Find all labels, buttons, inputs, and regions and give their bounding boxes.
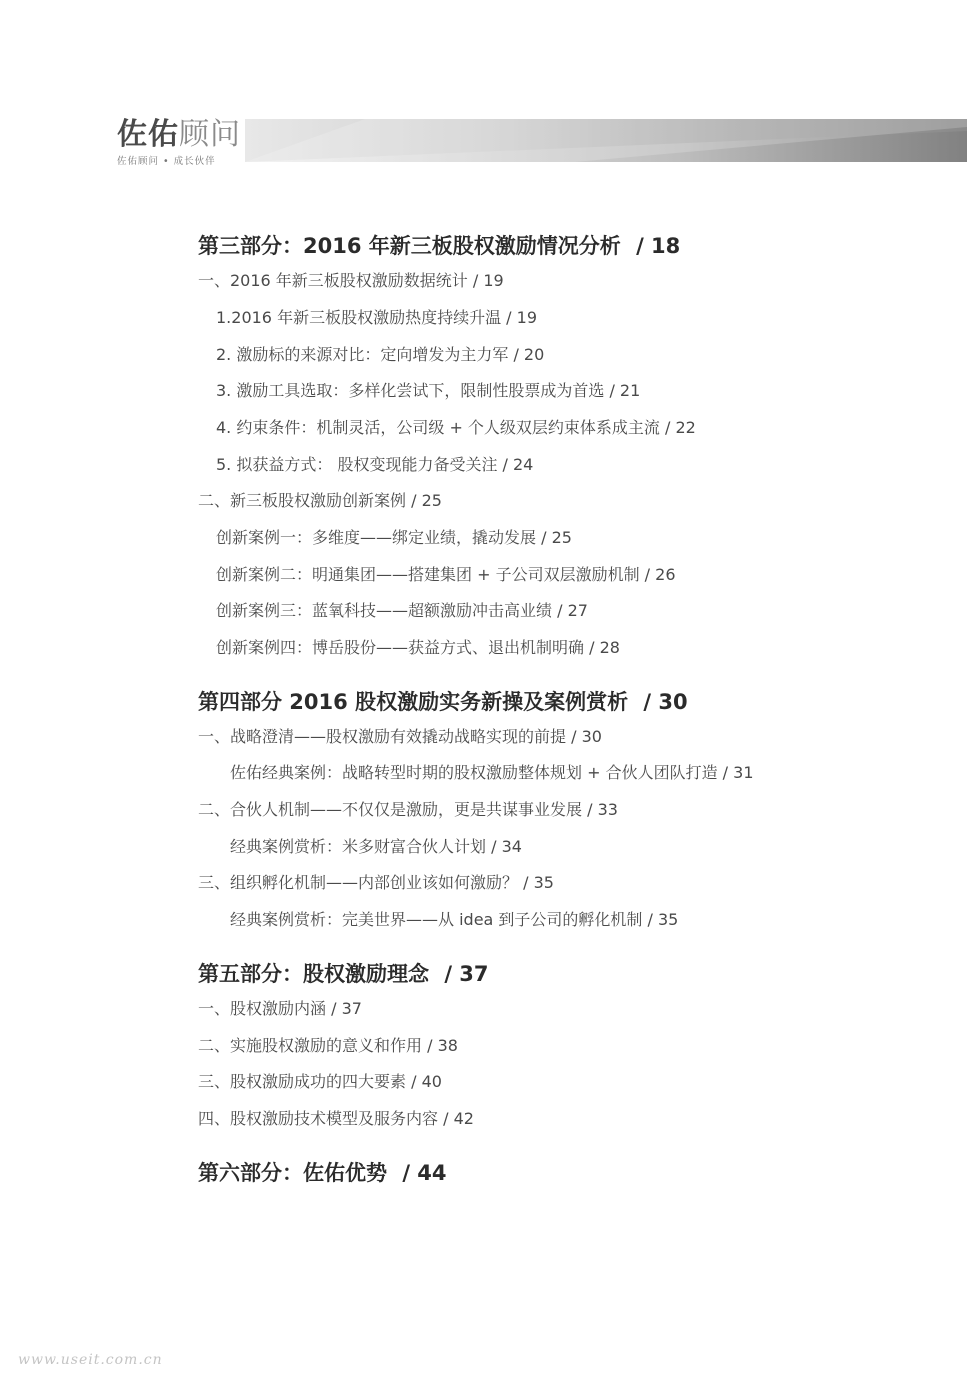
toc-subitem[interactable]: 创新案例三：蓝氧科技——超额激励冲击高业绩 / 27 [216, 601, 588, 620]
toc-subitem[interactable]: 经典案例赏析：米多财富合伙人计划 / 34 [230, 837, 522, 856]
toc-subitem[interactable]: 创新案例四：博岳股份——获益方式、退出机制明确 / 28 [216, 638, 620, 657]
logo-name-light: 顾问 [179, 117, 241, 152]
toc-item[interactable]: 一、2016 年新三板股权激励数据统计 / 19 [198, 271, 504, 290]
toc-item[interactable]: 二、新三板股权激励创新案例 / 25 [198, 491, 442, 510]
toc-subitem[interactable]: 4. 约束条件：机制灵活，公司级 + 个人级双层约束体系成主流 / 22 [216, 418, 696, 437]
toc-item[interactable]: 三、股权激励成功的四大要素 / 40 [198, 1072, 442, 1091]
toc-section-page: / 18 [636, 234, 681, 258]
toc-subitem[interactable]: 佐佑经典案例：战略转型时期的股权激励整体规划 + 合伙人团队打造 / 31 [230, 763, 754, 782]
toc-section-title: 第五部分：股权激励理念 [198, 962, 429, 986]
toc-item[interactable]: 一、股权激励内涵 / 37 [198, 999, 362, 1018]
toc-subitem[interactable]: 5. 拟获益方式： 股权变现能力备受关注 / 24 [216, 455, 534, 474]
logo-wordmark [117, 118, 245, 152]
toc-item[interactable]: 三、组织孵化机制——内部创业该如何激励？ / 35 [198, 873, 554, 892]
toc-section-title: 第六部分：佐佑优势 [198, 1161, 387, 1185]
toc-section-title: 第四部分 2016 股权激励实务新操及案例赏析 [198, 690, 629, 714]
toc-section-page: / 37 [444, 962, 489, 986]
toc-section-3[interactable] [198, 230, 680, 260]
header-gradient-band [245, 119, 967, 162]
toc-section-title: 第三部分：2016 年新三板股权激励情况分析 [198, 234, 621, 258]
company-logo [117, 118, 245, 167]
toc-item[interactable]: 二、合伙人机制——不仅仅是激励，更是共谋事业发展 / 33 [198, 800, 618, 819]
toc-subitem[interactable]: 经典案例赏析：完美世界——从 idea 到子公司的孵化机制 / 35 [230, 910, 679, 929]
toc-subitem[interactable]: 2. 激励标的来源对比：定向增发为主力军 / 20 [216, 345, 545, 364]
toc-subitem[interactable]: 1.2016 年新三板股权激励热度持续升温 / 19 [216, 308, 537, 327]
toc-subitem[interactable]: 创新案例一：多维度——绑定业绩，撬动发展 / 25 [216, 528, 572, 547]
toc-item[interactable]: 一、战略澄清——股权激励有效撬动战略实现的前提 / 30 [198, 727, 602, 746]
toc-item[interactable]: 二、实施股权激励的意义和作用 / 38 [198, 1036, 458, 1055]
toc-subitem[interactable]: 创新案例二：明通集团——搭建集团 + 子公司双层激励机制 / 26 [216, 565, 676, 584]
toc-section-5[interactable] [198, 958, 489, 988]
logo-tagline: 佐佑顾问 • 成长伙伴 [117, 156, 216, 167]
toc-section-page: / 44 [402, 1161, 447, 1185]
toc-section-4[interactable] [198, 686, 688, 716]
toc-subitem[interactable]: 3. 激励工具选取：多样化尝试下，限制性股票成为首选 / 21 [216, 381, 641, 400]
site-watermark: www.useit.com.cn [18, 1352, 163, 1368]
logo-name-bold: 佐佑 [117, 117, 179, 152]
toc-section-6[interactable] [198, 1157, 447, 1187]
toc-item[interactable]: 四、股权激励技术模型及服务内容 / 42 [198, 1109, 474, 1128]
toc-section-page: / 30 [643, 690, 688, 714]
page-header [0, 0, 967, 200]
